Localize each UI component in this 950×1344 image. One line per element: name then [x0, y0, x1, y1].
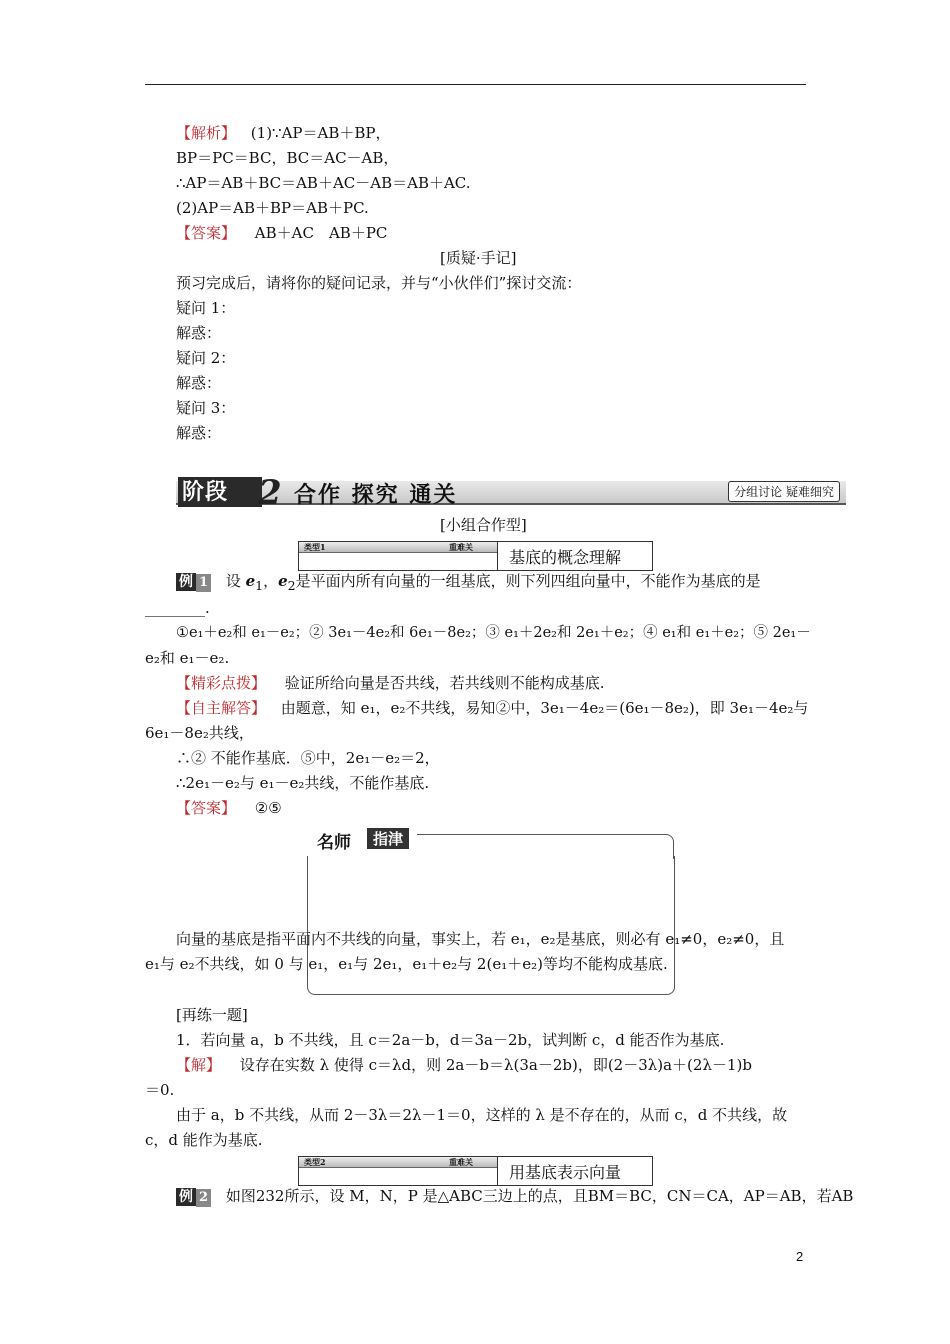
- solution-text: 设存在实数 λ 使得 c＝λd，则 2a－b＝λ(3a－2b)，即(2－3λ)a＋(2λ－1)b: [239, 1056, 752, 1074]
- teacher-tip-label-badge: 指津: [367, 828, 409, 849]
- answer-tag: 【答案】: [176, 224, 237, 242]
- type2-box: [298, 1156, 653, 1186]
- vector-sub: 2: [287, 578, 296, 593]
- solve-line3: ∴② 不能作基底．⑤中，2e₁－e₂＝2，: [176, 749, 440, 767]
- type1-strip: [299, 542, 497, 553]
- example1-question: [176, 569, 761, 598]
- notes-item: 解惑：: [176, 324, 222, 342]
- solution-line2: ＝0.: [145, 1081, 175, 1099]
- notes-item: 疑问 2：: [176, 349, 236, 367]
- analysis-tag: 【解析】: [176, 124, 237, 142]
- type1-box: [298, 541, 653, 571]
- example-badge: 例: [176, 573, 196, 591]
- notes-title: [质疑·手记]: [440, 249, 517, 267]
- tip-text: 验证所给向量是否共线，若共线则不能构成基底.: [284, 674, 605, 692]
- example1-solve: [176, 696, 808, 721]
- solve-tag: 【自主解答】: [176, 699, 267, 717]
- practice-question: 1．若向量 a，b 不共线，且 c＝2a－b，d＝3a－2b，试判断 c，d 能否作为基底.: [176, 1031, 725, 1049]
- teacher-tip-text-2: e₁与 e₂不共线，如 0 与 e₁，e₁与 2e₁，e₁＋e₂与 2(e₁＋e₂)等均不能构成基底.: [145, 955, 668, 973]
- example1-options-2: e₂和 e₁－e₂.: [145, 649, 230, 667]
- solution-line4: c，d 能作为基底.: [145, 1131, 263, 1149]
- answer-text: ②⑤: [254, 799, 282, 817]
- solution-tag: 【解】: [176, 1056, 222, 1074]
- group-type-title: [小组合作型]: [440, 516, 527, 534]
- example-number: 2: [196, 1189, 211, 1207]
- example1-blank: ________.: [145, 599, 210, 617]
- analysis-line4: (2)AP＝AB＋BP＝AB＋PC.: [176, 199, 369, 217]
- stage-banner: [176, 473, 846, 513]
- example1-options-1: ①e₁＋e₂和 e₁－e₂；② 3e₁－4e₂和 6e₁－8e₂；③ e₁＋2e₂和 2e₁＋e₂；④ e₁和 e₁＋e₂；⑤ 2e₁－: [176, 625, 811, 641]
- type1-divider: [497, 542, 498, 570]
- notes-item: 解惑：: [176, 424, 222, 442]
- answer-tag: 【答案】: [176, 799, 237, 817]
- type1-title: 基底的概念理解: [509, 548, 622, 567]
- example1-q-a: 设: [225, 572, 246, 590]
- notes-item: 解惑：: [176, 374, 222, 392]
- type2-label: 类型2: [304, 1157, 326, 1167]
- vector-sub: 1: [255, 578, 264, 593]
- stage-title: 合作 探究 通关: [294, 482, 458, 508]
- teacher-tip-text-1: 向量的基底是指平面内不共线的向量，事实上，若 e₁，e₂是基底，则必有 e₁≠0，e₂≠0，且: [176, 930, 785, 948]
- analysis-line1: [176, 121, 391, 146]
- notes-intro: 预习完成后，请将你的疑问记录，并与“小伙伴们”探讨交流：: [176, 274, 582, 292]
- example-badge: 例: [176, 1188, 196, 1206]
- answer-line: [176, 221, 387, 246]
- stage-number: 2: [258, 473, 282, 513]
- example1-tip: [176, 671, 605, 696]
- example1-q-b: ，: [263, 572, 279, 590]
- type2-title: 用基底表示向量: [509, 1163, 622, 1182]
- type2-difficulty: 重难关: [449, 1157, 473, 1167]
- example1-answer: [176, 796, 282, 821]
- solve-line2: 6e₁－8e₂共线，: [145, 724, 254, 742]
- answer-text: AB＋AC AB＋PC: [254, 224, 388, 242]
- solve-text: 由题意，知 e₁，e₂不共线，易知②中，3e₁－4e₂＝(6e₁－8e₂)，即 3e₁－4e₂与: [280, 699, 809, 717]
- stage-tag: 分组讨论 疑难细究: [728, 481, 840, 502]
- example1-q-c: 是平面内所有向量的一组基底，则下列四组向量中，不能作为基底的是: [295, 572, 761, 590]
- type2-divider: [497, 1157, 498, 1185]
- example-number: 1: [196, 574, 211, 592]
- tip-tag: 【精彩点拨】: [176, 674, 267, 692]
- analysis-line3: ∴AP＝AB＋BC＝AB＋AC－AB＝AB＋AC.: [176, 174, 471, 192]
- teacher-tip-label: 名师: [317, 833, 351, 853]
- notes-item: 疑问 1：: [176, 299, 236, 317]
- example2-question: [176, 1184, 853, 1209]
- example2-text: 如图232所示，设 M，N，P 是△ABC三边上的点，且BM＝BC，CN＝CA，AP＝AB，若AB: [225, 1187, 854, 1205]
- page-number: 2: [796, 1249, 804, 1264]
- practice-title: [再练一题]: [176, 1006, 248, 1024]
- stage-label: 阶段: [178, 477, 262, 507]
- type1-difficulty: 重难关: [449, 542, 473, 552]
- type2-strip: [299, 1157, 497, 1168]
- header-rule: [145, 84, 806, 85]
- practice-solution: [176, 1053, 752, 1078]
- solve-line4: ∴2e₁－e₂与 e₁－e₂共线，不能作基底.: [176, 774, 430, 792]
- solution-line3: 由于 a，b 不共线，从而 2－3λ＝2λ－1＝0，这样的 λ 是不存在的，从而 c，d 不共线，故: [176, 1106, 788, 1124]
- notes-item: 疑问 3：: [176, 399, 236, 417]
- analysis-text: (1)∵AP＝AB＋BP，: [250, 124, 391, 142]
- vector-e: e: [245, 572, 256, 590]
- vector-e: e: [278, 572, 288, 590]
- analysis-line2: BP＝PC＝BC，BC＝AC－AB，: [176, 149, 399, 167]
- type1-label: 类型1: [304, 542, 326, 552]
